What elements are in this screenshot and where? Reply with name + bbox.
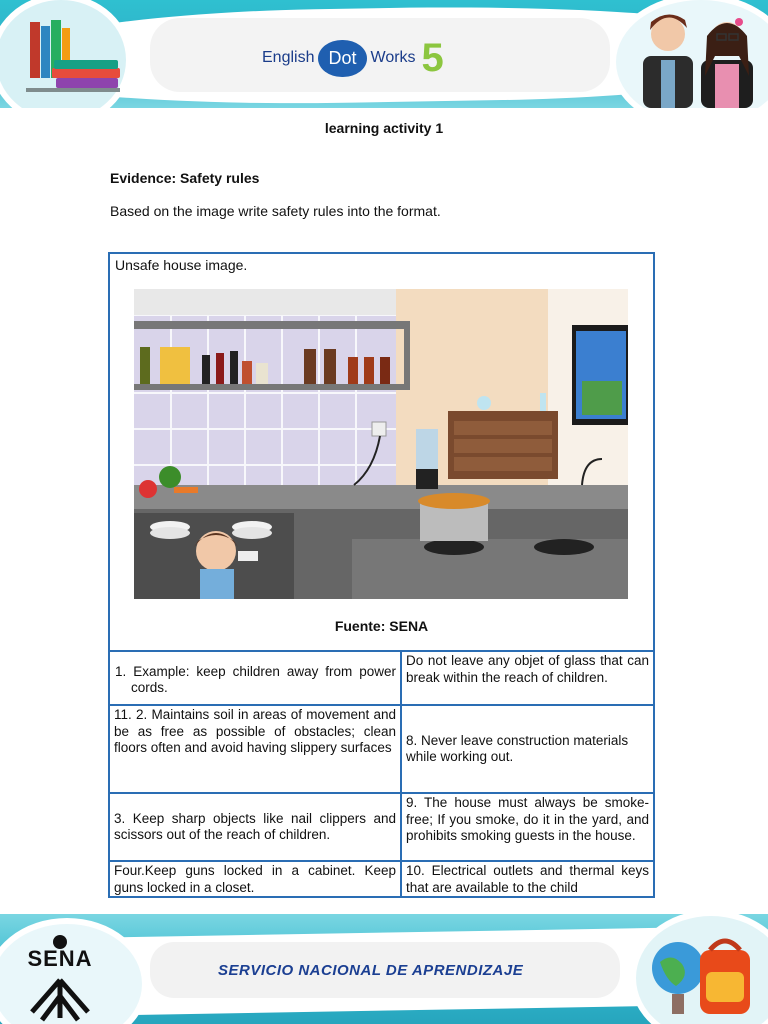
rules-row [110, 794, 653, 862]
globe-backpack-icon [646, 928, 756, 1024]
english-dot-works-logo [262, 35, 444, 80]
footer-banner [0, 914, 768, 1024]
books-icon [22, 16, 122, 96]
image-caption: Unsafe house image. [115, 257, 248, 273]
rule-cell [402, 652, 653, 704]
logo-dot: Dot [318, 40, 366, 77]
logo-english: English [262, 49, 315, 66]
rules-row [110, 706, 653, 794]
rule-text: 10. Electrical outlets and thermal keys that are available to the child [406, 863, 649, 895]
rule-cell [110, 652, 402, 704]
page-title: learning activity 1 [324, 120, 444, 136]
students-illustration [635, 6, 765, 108]
logo-number: 5 [421, 35, 444, 80]
rule-text: 1. Example: keep children away from power cords. [115, 663, 396, 695]
logo-works: Works [370, 49, 416, 66]
instruction-text: Based on the image write safety rules into the format. [110, 203, 441, 219]
rules-row [110, 862, 653, 896]
rule-text: Do not leave any objet of glass that can break within the reach of children. [406, 653, 649, 685]
rule-cell [110, 794, 402, 860]
rule-cell [402, 794, 653, 860]
rule-cell [110, 862, 402, 896]
unsafe-kitchen-image [134, 289, 628, 599]
sena-wordmark: SENA [27, 946, 93, 971]
rule-cell [402, 862, 653, 896]
rule-cell [402, 706, 653, 792]
rules-row [110, 652, 653, 706]
rule-text: Four.Keep guns locked in a cabinet. Keep guns locked in a closet. [114, 863, 396, 895]
rule-text: 9. The house must always be smoke-free; If you smoke, do it in the yard, and prohibits smoking guests in the house. [406, 795, 649, 843]
image-cell [110, 254, 653, 652]
safety-rules-table [108, 252, 655, 898]
rule-cell [110, 706, 402, 792]
rule-text: 11. 2. Maintains soil in areas of movement and be as free as possible of obstacles; clean floors often and avoid having slippery surfaces [114, 707, 396, 755]
rule-text: 8. Never leave construction materials while working out. [406, 732, 629, 764]
rule-text: 3. Keep sharp objects like nail clippers and scissors out of the reach of children. [114, 810, 396, 842]
organization-name: SERVICIO NACIONAL DE APRENDIZAJE [218, 962, 524, 979]
header-banner [0, 0, 768, 108]
evidence-heading: Evidence: Safety rules [110, 170, 260, 186]
image-source: Fuente: SENA [334, 618, 429, 634]
